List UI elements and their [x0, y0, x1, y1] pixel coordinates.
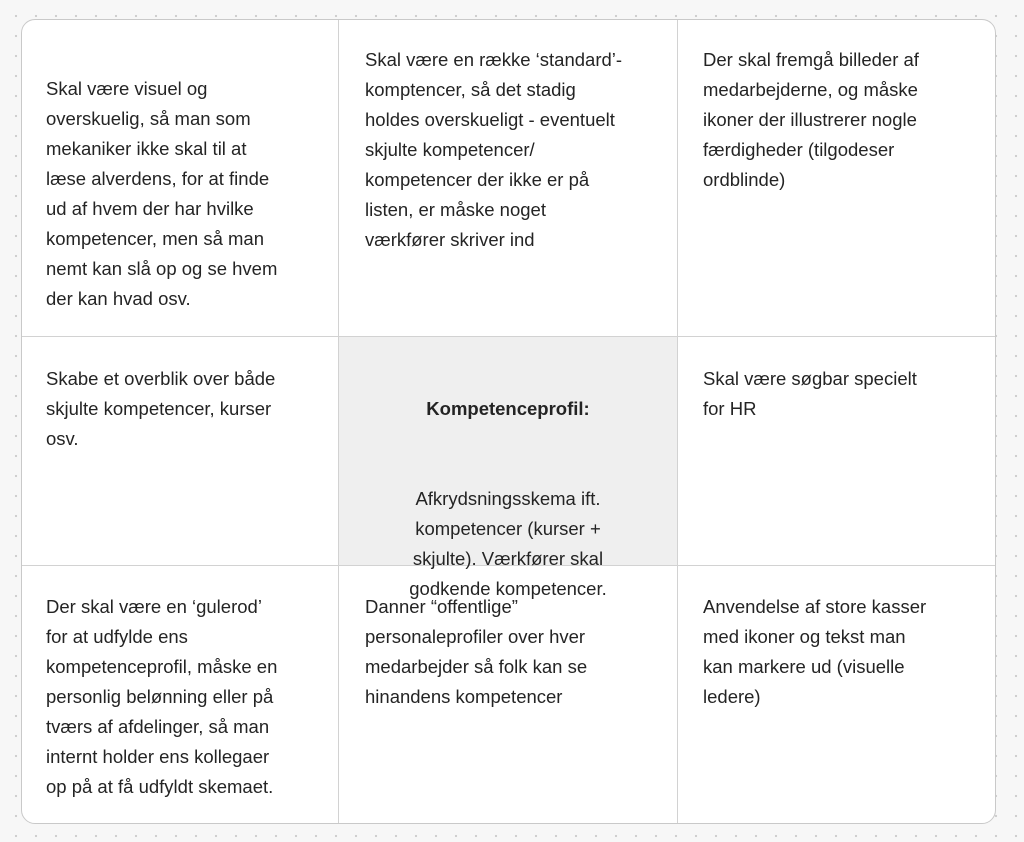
note-public-profiles[interactable]: Danner “offentlige” personaleprofiler over hver medarbejder så folk kan se hinandens kompetencer [339, 566, 678, 824]
center-body: Afkrydsningsskema ift. kompetencer (kurser + skjulte). Værkfører skal godkende kompetencer. [409, 488, 607, 599]
note-searchable-hr[interactable]: Skal være søgbar specielt for HR [678, 337, 996, 566]
sticky-note-grid [21, 19, 996, 824]
note-carrot-incentive[interactable]: Der skal være en ‘gulerod’ for at udfylde ens kompetenceprofil, måske en personlig belønning eller på tværs af afdelinger, så man internt holder ens kollegaer op på at få udfyldt skemaet. [22, 566, 339, 824]
center-title: Kompetenceprofil: [426, 398, 590, 419]
note-large-boxes[interactable]: Anvendelse af store kasser med ikoner og tekst man kan markere ud (visuelle ledere) [703, 596, 927, 707]
note-center-competence-profile[interactable] [339, 337, 678, 599]
note-employee-images[interactable]: Der skal fremgå billeder af medarbejderne, og måske ikoner der illustrerer nogle færdigheder (tilgodeser ordblinde) [678, 20, 996, 337]
note-standard-competences[interactable]: Skal være en række ‘standard’- komptencer, så det stadig holdes overskueligt - eventuelt skjulte kompetencer/ kompetencer der ikke er på listen, er måske noget værkfører skriver ind [339, 20, 678, 337]
note-overview-hidden[interactable]: Skabe et overblik over både skjulte kompetencer, kurser osv. [22, 337, 339, 566]
note-visual-overview[interactable]: Skal være visuel og overskuelig, så man som mekaniker ikke skal til at læse alverdens, for at finde ud af hvem der har hvilke kompetencer, men så man nemt kan slå op og se hvem der kan hvad osv. [22, 20, 339, 337]
